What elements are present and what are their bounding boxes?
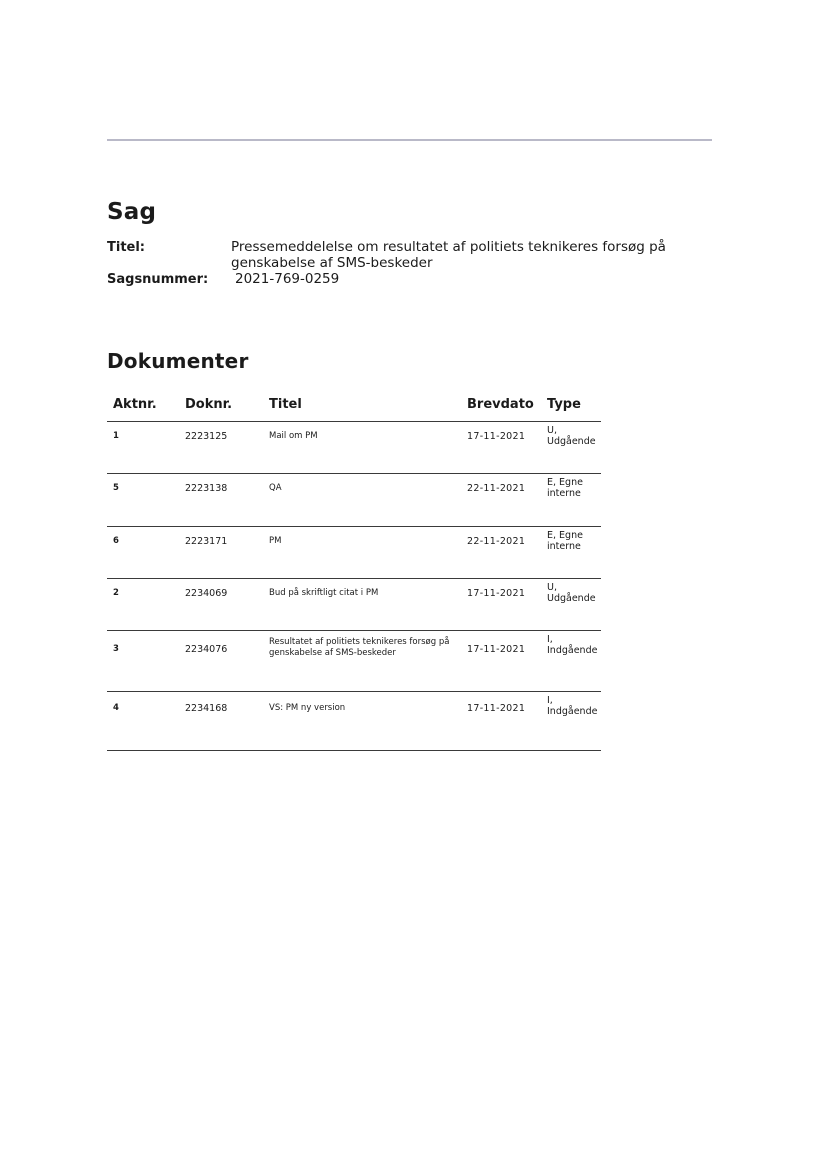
cell-type: U, Udgående — [547, 582, 596, 604]
row-divider — [107, 630, 601, 631]
cell-doknr: 2223138 — [185, 483, 228, 494]
cell-aktnr: 2 — [113, 588, 119, 598]
cell-doknr: 2223125 — [185, 431, 228, 442]
title-value: Pressemeddelelse om resultatet af politiets teknikeres forsøg på genskabelse af SMS-beskeder — [231, 239, 666, 271]
cell-brevdato: 17-11-2021 — [467, 588, 526, 599]
cell-type: U, Udgående — [547, 425, 596, 447]
title-label: Titel: — [107, 240, 146, 255]
cell-titel: VS: PM ny version — [269, 703, 346, 713]
cell-aktnr: 3 — [113, 644, 119, 654]
cell-brevdato: 17-11-2021 — [467, 644, 526, 655]
cell-type: E, Egne interne — [547, 530, 583, 552]
cell-doknr: 2234076 — [185, 644, 228, 655]
case-number-label: Sagsnummer: — [107, 272, 209, 287]
row-divider — [107, 691, 601, 692]
cell-titel: Resultatet af politiets teknikeres forsøg på genskabelse af SMS-beskeder — [269, 637, 450, 658]
cell-titel: PM — [269, 536, 282, 546]
row-divider — [107, 473, 601, 474]
cell-doknr: 2223171 — [185, 536, 228, 547]
cell-brevdato: 17-11-2021 — [467, 431, 526, 442]
row-divider — [107, 578, 601, 579]
table-bottom-divider — [107, 750, 601, 751]
column-header-doknr: Doknr. — [185, 397, 233, 412]
cell-brevdato: 22-11-2021 — [467, 483, 526, 494]
cell-type: I, Indgående — [547, 695, 598, 717]
row-divider — [107, 526, 601, 527]
cell-aktnr: 1 — [113, 431, 119, 441]
cell-aktnr: 4 — [113, 703, 119, 713]
cell-brevdato: 22-11-2021 — [467, 536, 526, 547]
column-header-type: Type — [547, 397, 581, 412]
cell-titel: Mail om PM — [269, 431, 318, 441]
top-divider — [107, 139, 712, 141]
cell-aktnr: 5 — [113, 483, 119, 493]
documents-heading: Dokumenter — [107, 349, 249, 373]
cell-doknr: 2234168 — [185, 703, 228, 714]
cell-doknr: 2234069 — [185, 588, 228, 599]
cell-brevdato: 17-11-2021 — [467, 703, 526, 714]
cell-type: I, Indgående — [547, 634, 598, 656]
header-divider — [107, 421, 601, 422]
case-heading: Sag — [107, 199, 157, 225]
cell-type: E, Egne interne — [547, 477, 583, 499]
cell-aktnr: 6 — [113, 536, 119, 546]
cell-titel: Bud på skriftligt citat i PM — [269, 588, 379, 598]
column-header-aktnr: Aktnr. — [113, 397, 157, 412]
column-header-brevdato: Brevdato — [467, 397, 534, 412]
cell-titel: QA — [269, 483, 282, 493]
column-header-titel: Titel — [269, 397, 302, 412]
case-number-value: 2021-769-0259 — [235, 271, 340, 287]
